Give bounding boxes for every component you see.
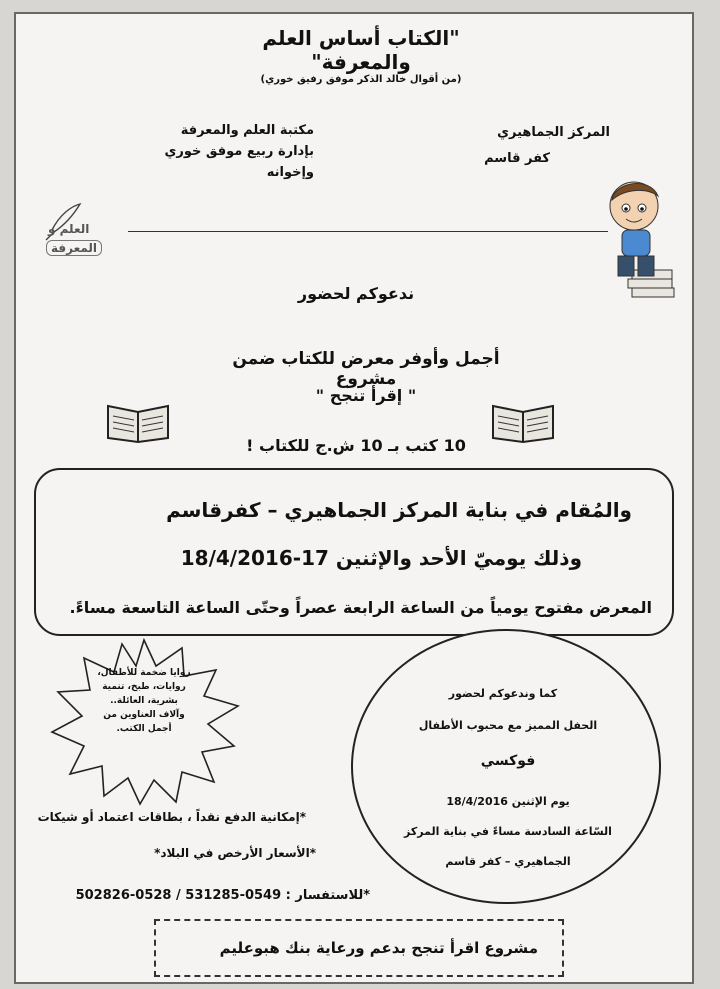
open-book-icon: [104, 398, 172, 444]
project-name: " إقرأ تنجح ": [315, 386, 417, 405]
venue-location: والمُقام في بناية المركز الجماهيري – كفرقاسم: [166, 498, 632, 522]
event-description: الحفل المميز مع محبوب الأطفال: [418, 719, 598, 732]
flyer-page: [14, 12, 694, 984]
library-brothers: وإخوانه: [266, 165, 314, 180]
event-time-place: السّاعة السادسة مساءً في بناية المركز: [404, 825, 612, 838]
sponsor-box: [154, 919, 564, 977]
price-offer: 10 كتب بـ 10 ش.ج للكتاب !: [246, 436, 466, 455]
flyer-subtitle: (من أقوال خالد الذكر موفق رفيق خوري): [260, 74, 462, 85]
event-character: فوكسي: [480, 753, 536, 769]
logo-text-1: العلم و: [48, 222, 90, 236]
open-book-icon: [489, 398, 557, 444]
event-circle: [351, 629, 661, 904]
exhibition-headline: أجمل وأوفر معرض للكتاب ضمن مشروع: [232, 349, 500, 389]
payment-note: *إمكانية الدفع نقداً ، بطاقات اعتماد أو شيكات: [37, 810, 306, 824]
star-badge-text: زوايا ضخمة للأطفال، روايات، طبخ، تنمية بشرية، العائلة.. وآلاف العناوين من أجمل الكتب.: [97, 668, 191, 734]
organizer-center-name: المركز الجماهيري: [497, 125, 610, 140]
reading-boy-illustration: [604, 178, 684, 300]
library-management: بإدارة ربيع موفق خوري: [164, 144, 314, 159]
contact-phones: *للاستفسار : 0549-531285 / 0528-502826: [75, 888, 370, 903]
event-date: يوم الإثنين 18/4/2016: [446, 795, 570, 808]
event-intro: كما وندعوكم لحضور: [448, 687, 558, 700]
library-logo: [30, 202, 112, 260]
star-badge: [44, 636, 244, 806]
venue-hours: المعرض مفتوح يومياً من الساعة الرابعة عصراً وحتّى الساعة التاسعة مساءً.: [69, 598, 652, 617]
invite-text: ندعوكم لحضور: [297, 284, 415, 303]
organizer-library: [154, 120, 314, 183]
flyer-title: "الكتاب أساس العلم والمعرفة": [262, 26, 460, 74]
venue-box: [34, 468, 674, 636]
library-name: مكتبة العلم والمعرفة: [180, 123, 314, 138]
divider-line: [128, 231, 608, 232]
organizer-center: [484, 120, 610, 172]
sponsor-text: مشروع اقرأ تنجح بدعم ورعاية بنك هبوعليم: [219, 939, 538, 957]
prices-note: *الأسعار الأرخص في البلاد*: [154, 846, 316, 860]
logo-text-2: المعرفة: [46, 240, 102, 256]
organizer-center-town: كفر قاسم: [484, 151, 550, 166]
venue-dates: وذلك يوميّ الأحد والإثنين 17-18/4/2016: [180, 546, 582, 570]
event-venue: الجماهيري – كفر قاسم: [445, 855, 571, 868]
